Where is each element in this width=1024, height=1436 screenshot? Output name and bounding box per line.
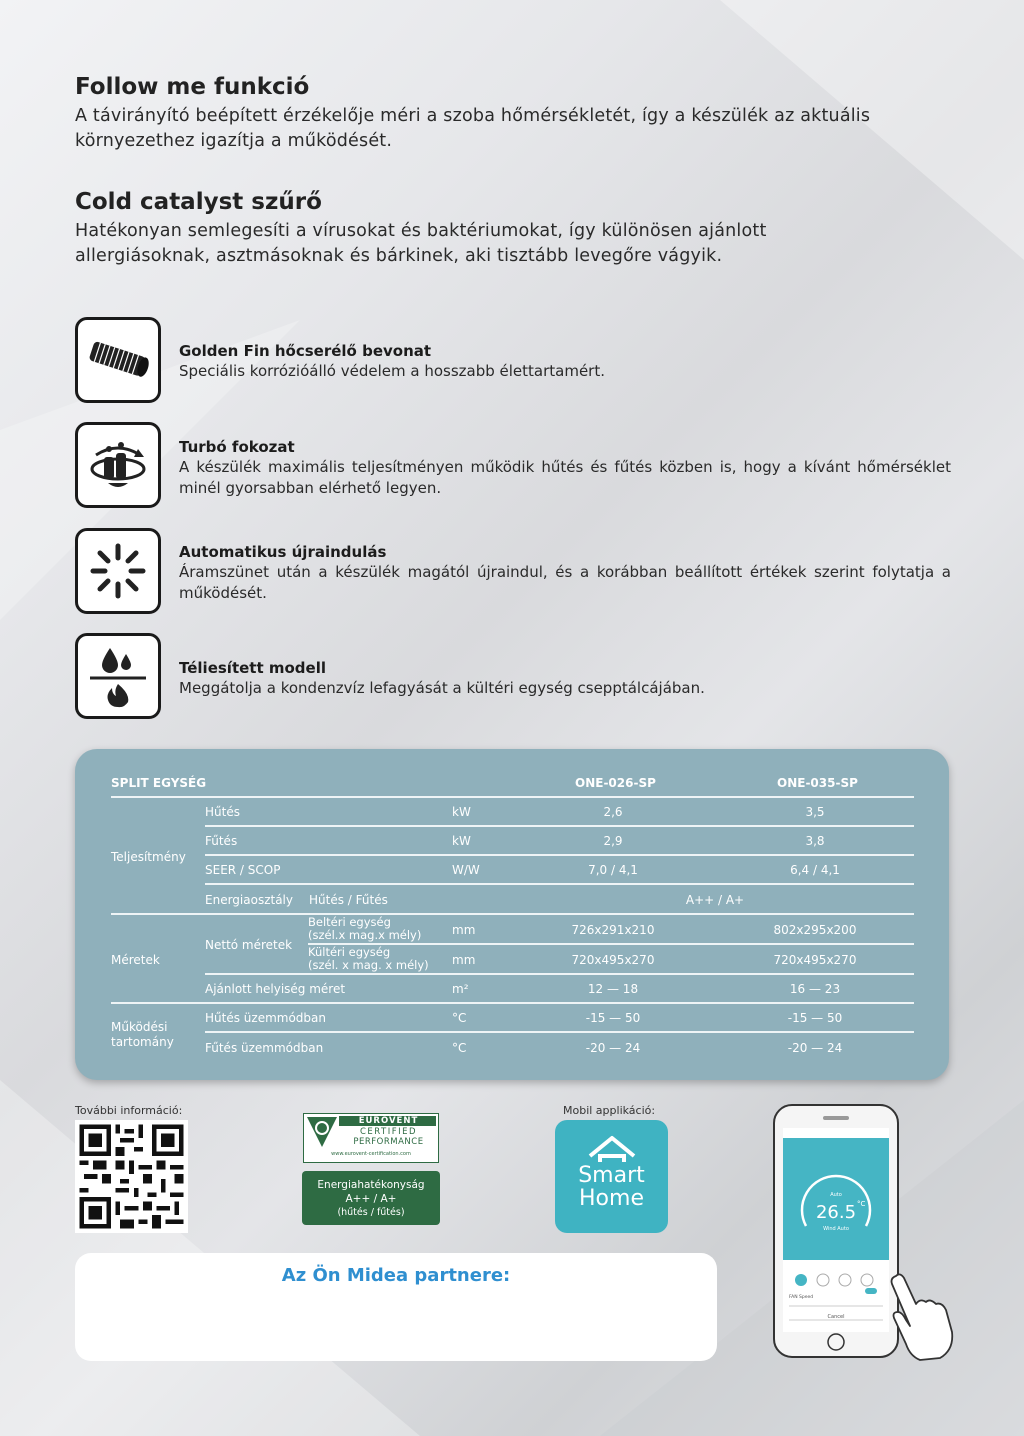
phone-cancel: Cancel — [827, 1314, 845, 1320]
row-sublabel: Hűtés / Fűtés — [309, 893, 388, 907]
qr-code[interactable] — [75, 1120, 188, 1233]
feature-description: Speciális korrózióálló védelem a hosszabb élettartamért. — [179, 362, 605, 380]
feature-title: Golden Fin hőcserélő bevonat — [179, 342, 432, 360]
phone-fan-speed: FAN Speed — [789, 1295, 814, 1300]
feature-title: Automatikus újraindulás — [179, 543, 387, 561]
spec-table — [75, 749, 949, 1080]
divider — [205, 883, 914, 885]
row-value-1: 7,0 / 4,1 — [588, 863, 638, 877]
row-unit: mm — [452, 953, 476, 967]
eurovent-line3: PERFORMANCE — [353, 1137, 424, 1147]
divider — [205, 825, 914, 827]
row-value-2: 720x495x270 — [773, 953, 857, 967]
divider — [205, 1031, 914, 1033]
spec-header-model1: ONE-026-SP — [575, 776, 656, 790]
row-value-1: 726x291x210 — [571, 923, 655, 937]
house-icon — [586, 1134, 638, 1164]
divider — [205, 973, 914, 975]
feature-description: Meggátolja a kondenzvíz lefagyását a kültéri egység csepptálcájában. — [179, 679, 705, 697]
row-unit: °C — [452, 1011, 467, 1025]
energy-badge-value: A++ / A+ — [345, 1193, 397, 1205]
row-unit: mm — [452, 923, 476, 937]
auto-restart-icon — [75, 528, 161, 614]
energy-efficiency-badge — [302, 1171, 440, 1225]
row-unit: kW — [452, 834, 471, 848]
outdoor-unit-label: Kültéri egység (szél. x mag. x mély) — [308, 945, 429, 972]
row-value-2: 6,4 / 4,1 — [790, 863, 840, 877]
smart-home-label: Smart Home — [578, 1163, 645, 1211]
row-label: Ajánlott helyiség méret — [205, 982, 346, 996]
group-dimensions: Méretek — [111, 953, 160, 967]
heat-exchanger-icon — [75, 317, 161, 403]
spec-header-label: SPLIT EGYSÉG — [111, 776, 207, 790]
spec-header-model2: ONE-035-SP — [777, 776, 858, 790]
row-unit: °C — [452, 1041, 467, 1055]
turbo-fan-icon — [75, 422, 161, 508]
energy-class-value: A++ / A+ — [685, 893, 745, 907]
eurovent-line1: EUROVENT — [358, 1116, 419, 1126]
group-range-line1: Működési — [111, 1020, 168, 1034]
row-unit: kW — [452, 805, 471, 819]
group-performance: Teljesítmény — [111, 850, 186, 864]
row-value-2: -15 — 50 — [787, 1011, 843, 1025]
net-dimensions-label: Nettó méretek — [205, 938, 293, 952]
row-value-1: 2,9 — [603, 834, 623, 848]
phone-mode: Auto — [830, 1192, 842, 1198]
eurovent-url: www.eurovent-certification.com — [331, 1151, 411, 1157]
partner-box — [75, 1253, 717, 1361]
cold-catalyst-title: Cold catalyst szűrő — [75, 189, 322, 215]
cold-catalyst-text: Hatékonyan semlegesíti a vírusokat és baktériumokat, így különösen ajánlott allergiásoknak, asztmásoknak és bárkinek, aki tisztább levegőre vágyik. — [75, 221, 767, 266]
row-unit: m² — [452, 982, 469, 996]
row-label: SEER / SCOP — [205, 863, 281, 877]
mobile-app-label: Mobil applikáció: — [563, 1104, 656, 1117]
row-label: Energiaosztály — [205, 893, 293, 907]
hand-pointer-icon — [886, 1270, 956, 1362]
partner-title: Az Ön Midea partnere: — [281, 1265, 511, 1286]
row-value-1: -15 — 50 — [585, 1011, 641, 1025]
divider — [308, 943, 914, 945]
row-label: Hűtés üzemmódban — [205, 1011, 326, 1025]
feature-description: A készülék maximális teljesítményen működik hűtés és fűtés közben is, hogy a kívánt hőmérséklet minél gyorsabban elérhető legyen. — [179, 458, 951, 497]
divider — [111, 913, 914, 915]
feature-title: Téliesített modell — [179, 659, 326, 677]
row-value-2: 802x295x200 — [773, 923, 857, 937]
row-unit: W/W — [452, 863, 480, 877]
divider — [111, 796, 914, 798]
row-value-2: -20 — 24 — [787, 1041, 843, 1055]
row-value-1: 2,6 — [603, 805, 623, 819]
row-value-1: 720x495x270 — [571, 953, 655, 967]
feature-golden-fin — [75, 317, 955, 403]
energy-badge-title: Energiahatékonyság — [317, 1179, 425, 1191]
feature-auto-restart — [75, 528, 955, 614]
phone-temperature: 26.5 — [815, 1202, 857, 1223]
feature-turbo — [75, 422, 955, 508]
eurovent-line2: CERTIFIED — [359, 1127, 418, 1137]
phone-mockup — [773, 1104, 899, 1358]
feature-title: Turbó fokozat — [179, 438, 295, 456]
feature-description: Áramszünet után a készülék magától újraindul, és a korábban beállított értékek szerint folytatja a működését. — [179, 563, 951, 602]
indoor-unit-label: Beltéri egység (szél.x mag.x mély) — [308, 915, 422, 942]
phone-temp-unit: °C — [857, 1200, 866, 1208]
follow-me-title: Follow me funkció — [75, 74, 310, 100]
energy-badge-note: (hűtés / fűtés) — [337, 1207, 405, 1218]
row-label: Fűtés üzemmódban — [205, 1041, 324, 1055]
divider — [111, 1002, 914, 1004]
phone-wind: Wind Auto — [823, 1226, 849, 1232]
divider — [205, 854, 914, 856]
row-value-2: 16 — 23 — [789, 982, 841, 996]
more-info-label: További információ: — [75, 1104, 183, 1117]
follow-me-text: A távirányító beépített érzékelője méri a szoba hőmérsékletét, így a készülék az aktuális környezethez igazítja a működését. — [75, 106, 871, 151]
row-value-1: 12 — 18 — [587, 982, 639, 996]
row-value-2: 3,5 — [805, 805, 825, 819]
row-label: Fűtés — [205, 834, 238, 848]
group-range-line2: tartomány — [111, 1035, 174, 1049]
row-label: Hűtés — [205, 805, 240, 819]
row-value-2: 3,8 — [805, 834, 825, 848]
row-value-1: -20 — 24 — [585, 1041, 641, 1055]
feature-winterized — [75, 633, 955, 719]
winterized-icon — [75, 633, 161, 719]
eurovent-logo — [303, 1113, 439, 1163]
smart-home-app-icon[interactable] — [555, 1120, 668, 1233]
